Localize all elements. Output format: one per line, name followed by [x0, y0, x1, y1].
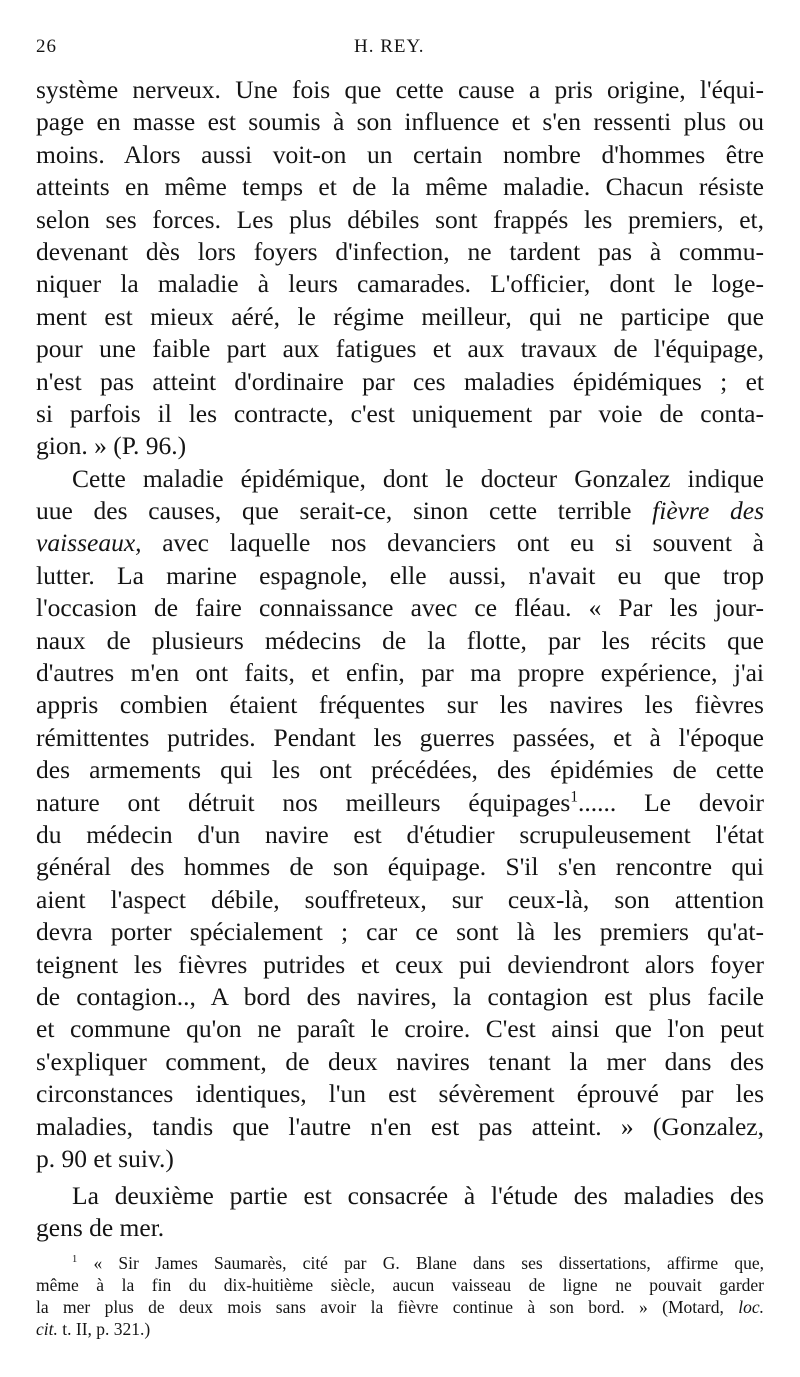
italic-phrase: fièvre des: [652, 496, 764, 526]
text-span: ...... Le devoir: [578, 787, 764, 817]
footnote-line: [36, 1296, 764, 1318]
text-span: t. II, p. 321.): [62, 1319, 151, 1339]
text-span: la mer plus de deux mois sans avoir la fièvre continue à son bord. » (Motard,: [36, 1297, 724, 1317]
text-line: devenant dès lors foyers d'infection, ne tardent pas à commu-: [36, 236, 764, 266]
page-number: 26: [36, 36, 57, 57]
text-line: [36, 495, 764, 527]
text-line: n'est pas atteint d'ordinaire par ces maladies épidémiques ; et: [36, 366, 764, 396]
text-line: maladies, tandis que l'autre n'en est pas atteint. » (Gonzalez,: [36, 1111, 764, 1141]
text-line: p. 90 et suiv.): [36, 1143, 174, 1173]
footnote-line: même à la fin du dix-huitième siècle, aucun vaisseau de ligne ne pouvait garder: [36, 1275, 764, 1295]
footnote-reference: 1: [570, 788, 579, 806]
body-text: [36, 74, 764, 1175]
text-line: si parfois il les contracte, c'est uniquement par voie de conta-: [36, 398, 764, 428]
text-span: uue des causes, que serait-ce, sinon cette terrible: [36, 496, 632, 526]
text-span: nature ont détruit nos meilleurs équipages: [36, 787, 571, 817]
text-line: d'autres m'en ont faits, et enfin, par ma propre expérience, j'ai: [36, 658, 764, 688]
text-line: devra porter spécialement ; car ce sont là les premiers qu'at-: [36, 917, 764, 947]
text-line: Cette maladie épidémique, dont le docteur Gonzalez indique: [72, 463, 764, 493]
text-line: [36, 527, 764, 559]
text-span: « Sir James Saumarès, cité par G. Blane dans ses dissertations, affirme que,: [93, 1253, 764, 1273]
italic-phrase: cit.: [36, 1319, 58, 1339]
text-line: système nerveux. Une fois que cette cause a pris origine, l'équi-: [36, 75, 764, 104]
text-line: lutter. La marine espagnole, elle aussi, n'avait eu que trop: [36, 560, 764, 590]
text-line: [36, 787, 764, 819]
text-line: circonstances identiques, l'un est sévèrement éprouvé par les: [36, 1079, 764, 1109]
text-line: rémittentes putrides. Pendant les guerres passées, et à l'époque: [36, 722, 764, 752]
running-head: [36, 36, 764, 66]
text-line: La deuxième partie est consacrée à l'étude des maladies des: [72, 1181, 764, 1210]
text-line: s'expliquer comment, de deux navires tenant la mer dans des: [36, 1046, 764, 1076]
text-line: des armements qui les ont précédées, des épidémies de cette: [36, 755, 764, 785]
text-line: ment est mieux aéré, le régime meilleur, qui ne participe que: [36, 301, 764, 331]
footnotes: [36, 1252, 764, 1340]
text-line: de contagion.., A bord des navires, la contagion est plus facile: [36, 981, 764, 1011]
text-line: niquer la maladie à leurs camarades. L'officier, dont le loge-: [36, 269, 764, 299]
text-line: teignent les fièvres putrides et ceux pui deviendront alors foyer: [36, 949, 764, 979]
text-line: naux de plusieurs médecins de la flotte, par les récits que: [36, 625, 764, 655]
text-line: gens de mer.: [36, 1213, 165, 1243]
section-paragraph: [36, 1180, 764, 1245]
text-span: avec laquelle nos devanciers ont eu si souvent à: [162, 528, 764, 558]
text-line: appris combien étaient fréquentes sur les navires les fièvres: [36, 690, 764, 720]
text-line: selon ses forces. Les plus débiles sont frappés les premiers, et,: [36, 204, 764, 234]
text-line: gion. » (P. 96.): [36, 431, 187, 461]
text-line: du médecin d'un navire est d'étudier scrupuleusement l'état: [36, 819, 764, 849]
text-line: et commune qu'on ne paraît le croire. C'est ainsi que l'on peut: [36, 1014, 764, 1044]
text-line: général des hommes de son équipage. S'il s'en rencontre qui: [36, 852, 764, 882]
footnote-marker: 1: [72, 1254, 78, 1266]
text-line: moins. Alors aussi voit-on un certain nombre d'hommes être: [36, 139, 764, 169]
text-line: atteints en même temps et de la même maladie. Chacun résiste: [36, 172, 764, 202]
italic-phrase: vaisseaux,: [36, 528, 142, 558]
text-line: aient l'aspect débile, souffreteux, sur ceux-là, son attention: [36, 884, 764, 914]
text-line: page en masse est soumis à son influence et s'en ressenti plus ou: [36, 107, 764, 137]
footnote-line: [36, 1318, 764, 1340]
running-head-author: H. REY.: [354, 36, 425, 57]
italic-phrase: loc.: [738, 1297, 764, 1317]
footnote-line: [36, 1252, 764, 1274]
text-line: l'occasion de faire connaissance avec ce fléau. « Par les jour-: [36, 593, 764, 623]
text-line: pour une faible part aux fatigues et aux travaux de l'équipage,: [36, 334, 764, 364]
